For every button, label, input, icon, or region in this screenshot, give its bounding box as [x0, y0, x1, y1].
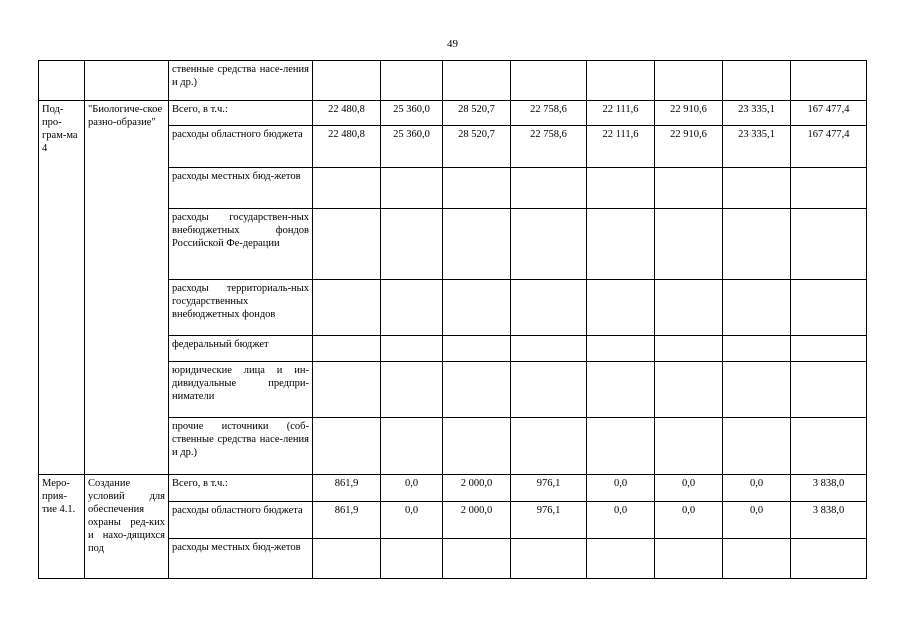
value-cell: 0,0	[655, 475, 723, 502]
value-cell: 25 360,0	[381, 126, 443, 168]
value-cell	[313, 280, 381, 336]
value-cell	[723, 418, 791, 475]
value-cell: 23 335,1	[723, 101, 791, 126]
value-cell	[723, 280, 791, 336]
value-cell: 22 758,6	[511, 126, 587, 168]
value-cell	[587, 168, 655, 209]
funding-source-cell: юридические лица и ин-дивидуальные предпри-ниматели	[169, 362, 313, 418]
program-name-cell	[85, 61, 169, 101]
value-cell	[381, 362, 443, 418]
value-cell	[587, 209, 655, 280]
program-code-cell: Меро-прия-тие 4.1.	[39, 475, 85, 579]
value-cell	[313, 418, 381, 475]
table-row	[39, 101, 867, 126]
value-cell: 0,0	[381, 502, 443, 539]
value-cell: 0,0	[723, 475, 791, 502]
value-cell: 23 335,1	[723, 126, 791, 168]
program-code-cell: Под-про-грам-ма 4	[39, 101, 85, 475]
value-cell: 976,1	[511, 475, 587, 502]
value-cell	[791, 336, 867, 362]
value-cell	[587, 280, 655, 336]
value-cell: 0,0	[723, 502, 791, 539]
value-cell	[443, 418, 511, 475]
funding-source-cell: ственные средства насе-ления и др.)	[169, 61, 313, 101]
value-cell	[791, 362, 867, 418]
funding-source-cell: федеральный бюджет	[169, 336, 313, 362]
value-cell: 28 520,7	[443, 126, 511, 168]
value-cell: 3 838,0	[791, 475, 867, 502]
value-cell	[511, 418, 587, 475]
page-number: 49	[447, 38, 458, 50]
value-cell: 2 000,0	[443, 502, 511, 539]
value-cell	[511, 280, 587, 336]
value-cell	[511, 61, 587, 101]
value-cell: 22 111,6	[587, 126, 655, 168]
value-cell	[443, 362, 511, 418]
value-cell	[791, 418, 867, 475]
value-cell	[381, 280, 443, 336]
value-cell: 22 910,6	[655, 126, 723, 168]
value-cell	[587, 61, 655, 101]
value-cell: 22 480,8	[313, 126, 381, 168]
value-cell	[381, 539, 443, 579]
value-cell	[791, 61, 867, 101]
funding-source-cell: прочие источники (соб-ственные средства насе-ления и др.)	[169, 418, 313, 475]
funding-source-cell: расходы местных бюд-жетов	[169, 168, 313, 209]
value-cell	[313, 336, 381, 362]
value-cell	[587, 539, 655, 579]
value-cell	[791, 209, 867, 280]
value-cell: 0,0	[587, 475, 655, 502]
value-cell: 22 758,6	[511, 101, 587, 126]
value-cell	[587, 418, 655, 475]
value-cell	[723, 362, 791, 418]
value-cell	[655, 336, 723, 362]
value-cell	[381, 418, 443, 475]
value-cell	[723, 61, 791, 101]
value-cell: 28 520,7	[443, 101, 511, 126]
budget-table	[38, 60, 867, 579]
value-cell	[381, 168, 443, 209]
value-cell	[313, 539, 381, 579]
value-cell: 0,0	[655, 502, 723, 539]
funding-source-cell: расходы областного бюджета	[169, 126, 313, 168]
value-cell	[511, 539, 587, 579]
value-cell: 167 477,4	[791, 101, 867, 126]
value-cell	[655, 418, 723, 475]
value-cell	[381, 336, 443, 362]
value-cell	[511, 336, 587, 362]
value-cell	[655, 280, 723, 336]
value-cell	[313, 61, 381, 101]
funding-source-cell: расходы территориаль-ных государственных внебюджетных фондов	[169, 280, 313, 336]
value-cell	[791, 539, 867, 579]
value-cell: 861,9	[313, 475, 381, 502]
value-cell: 861,9	[313, 502, 381, 539]
value-cell	[443, 168, 511, 209]
table-row	[39, 61, 867, 101]
funding-source-cell: Всего, в т.ч.:	[169, 101, 313, 126]
value-cell	[723, 209, 791, 280]
value-cell	[655, 539, 723, 579]
funding-source-cell: расходы государствен-ных внебюджетных фондов Российской Фе-дерации	[169, 209, 313, 280]
value-cell: 2 000,0	[443, 475, 511, 502]
value-cell	[443, 61, 511, 101]
funding-source-cell: расходы областного бюджета	[169, 502, 313, 539]
program-name-cell: Создание условий для обеспечения охраны ред-ких и нахо-дящихся под	[85, 475, 169, 579]
value-cell: 3 838,0	[791, 502, 867, 539]
value-cell	[443, 209, 511, 280]
value-cell	[313, 362, 381, 418]
value-cell	[587, 362, 655, 418]
value-cell	[313, 209, 381, 280]
value-cell	[381, 61, 443, 101]
value-cell	[587, 336, 655, 362]
funding-source-cell: расходы местных бюд-жетов	[169, 539, 313, 579]
value-cell: 167 477,4	[791, 126, 867, 168]
value-cell: 22 111,6	[587, 101, 655, 126]
value-cell	[791, 168, 867, 209]
value-cell	[443, 336, 511, 362]
value-cell	[655, 362, 723, 418]
value-cell	[443, 280, 511, 336]
table-row	[39, 475, 867, 502]
value-cell	[723, 336, 791, 362]
value-cell	[381, 209, 443, 280]
value-cell: 976,1	[511, 502, 587, 539]
value-cell: 22 480,8	[313, 101, 381, 126]
value-cell: 22 910,6	[655, 101, 723, 126]
value-cell	[655, 168, 723, 209]
value-cell	[511, 362, 587, 418]
value-cell	[313, 168, 381, 209]
value-cell	[723, 539, 791, 579]
program-code-cell	[39, 61, 85, 101]
value-cell	[511, 209, 587, 280]
value-cell	[511, 168, 587, 209]
value-cell	[791, 280, 867, 336]
value-cell: 25 360,0	[381, 101, 443, 126]
value-cell	[655, 209, 723, 280]
value-cell	[723, 168, 791, 209]
value-cell	[443, 539, 511, 579]
funding-source-cell: Всего, в т.ч.:	[169, 475, 313, 502]
value-cell: 0,0	[587, 502, 655, 539]
value-cell	[655, 61, 723, 101]
value-cell: 0,0	[381, 475, 443, 502]
program-name-cell: "Биологиче-ское разно-образие"	[85, 101, 169, 475]
